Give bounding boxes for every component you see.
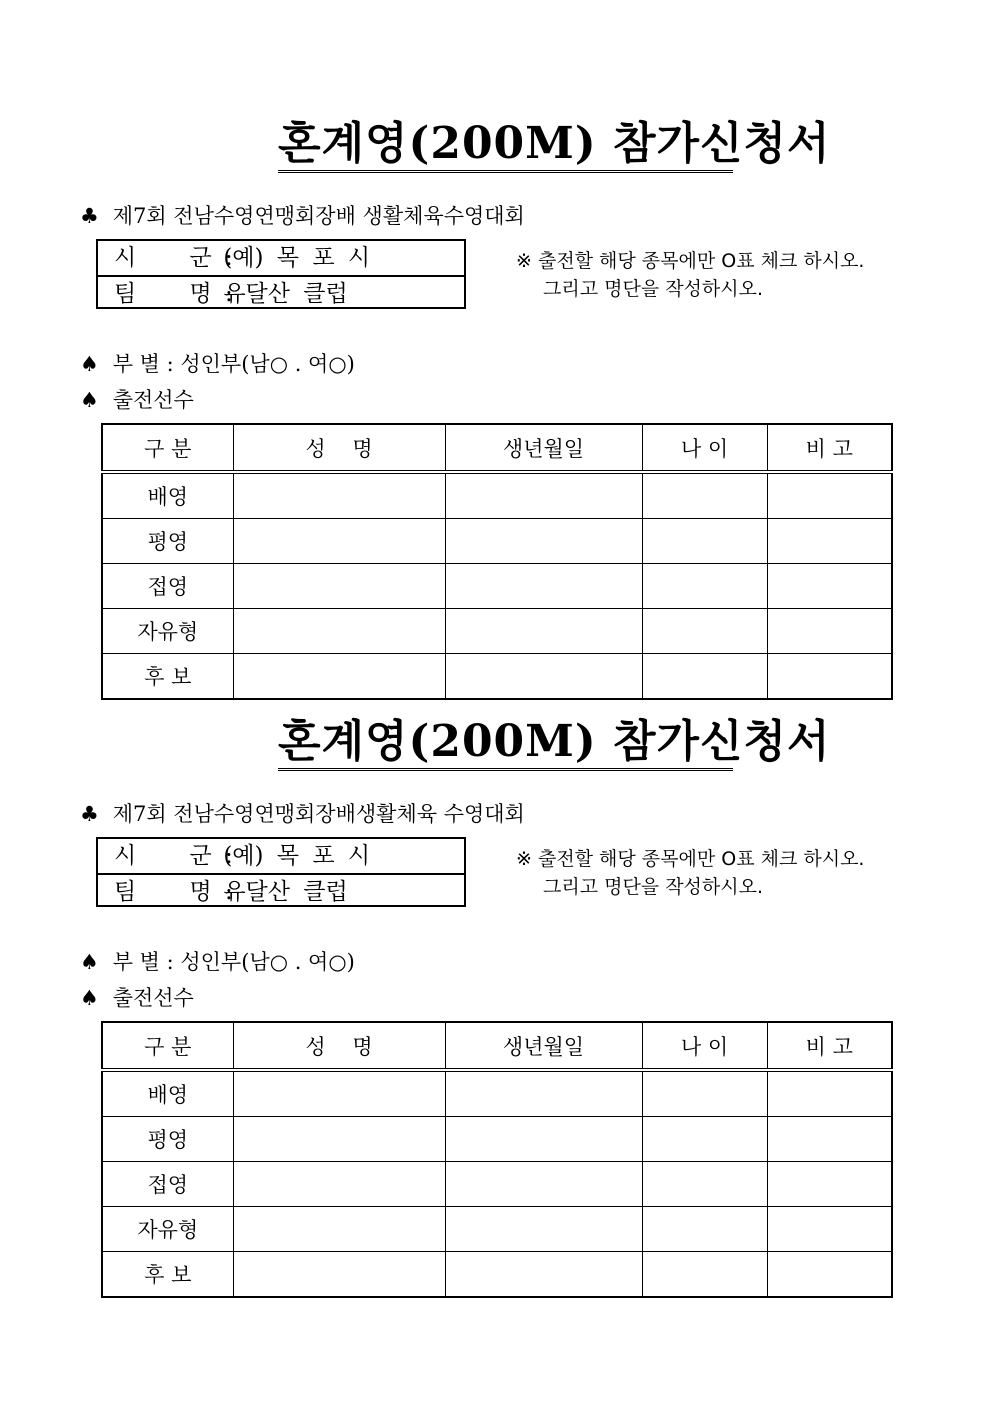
players-line [80, 982, 194, 1012]
note-line-1: ※ 출전할 해당 종목에만 O표 체크 하시오. [516, 250, 865, 272]
name-cell[interactable] [233, 472, 445, 519]
birthdate-cell[interactable] [445, 1070, 642, 1117]
city-value[interactable]: (예) 목 포 시 [223, 843, 371, 869]
name-cell[interactable] [233, 1117, 445, 1162]
remarks-cell[interactable] [767, 654, 892, 700]
spade-icon: ♠ [80, 986, 99, 1010]
remarks-cell[interactable] [767, 519, 892, 564]
team-value[interactable]: 유달산 클럽 [223, 281, 348, 307]
remarks-cell[interactable] [767, 609, 892, 654]
age-cell[interactable] [642, 1117, 767, 1162]
players-heading: 출전선수 [112, 388, 194, 412]
remarks-cell[interactable] [767, 1117, 892, 1162]
header-category: 구 분 [102, 424, 233, 472]
remarks-cell[interactable] [767, 1252, 892, 1298]
stroke-label: 접영 [102, 1162, 233, 1207]
birthdate-cell[interactable] [445, 1117, 642, 1162]
event-line [80, 200, 525, 230]
remarks-cell[interactable] [767, 1207, 892, 1252]
division-text[interactable]: 부 별 : 성인부(남○ . 여○) [112, 352, 355, 376]
name-cell[interactable] [233, 1252, 445, 1298]
table-row [102, 519, 892, 564]
division-line [80, 946, 355, 976]
age-cell[interactable] [642, 1207, 767, 1252]
birthdate-cell[interactable] [445, 609, 642, 654]
header-birthdate: 생년월일 [445, 424, 642, 472]
header-age: 나 이 [642, 424, 767, 472]
name-cell[interactable] [233, 609, 445, 654]
team-label: 팀 명 : [114, 281, 233, 307]
info-row-team [98, 275, 464, 309]
table-row [102, 1117, 892, 1162]
age-cell[interactable] [642, 472, 767, 519]
team-label: 팀 명 : [114, 879, 233, 905]
name-cell[interactable] [233, 1207, 445, 1252]
event-name: 제7회 전남수영연맹회장배 생활체육수영대회 [112, 204, 525, 228]
info-row-city [98, 839, 464, 873]
event-name: 제7회 전남수영연맹회장배생활체육 수영대회 [112, 802, 525, 826]
header-remarks: 비 고 [767, 424, 892, 472]
header-remarks: 비 고 [767, 1022, 892, 1070]
event-line [80, 798, 525, 828]
birthdate-cell[interactable] [445, 1162, 642, 1207]
table-row [102, 1070, 892, 1117]
name-cell[interactable] [233, 519, 445, 564]
instruction-note [516, 247, 864, 303]
stroke-label: 평영 [102, 1117, 233, 1162]
roster-table [101, 423, 893, 700]
stroke-label: 자유형 [102, 609, 233, 654]
age-cell[interactable] [642, 519, 767, 564]
birthdate-cell[interactable] [445, 1207, 642, 1252]
form-title: 혼계영(200M) 참가신청서 [278, 716, 733, 771]
remarks-cell[interactable] [767, 1070, 892, 1117]
age-cell[interactable] [642, 609, 767, 654]
remarks-cell[interactable] [767, 564, 892, 609]
age-cell[interactable] [642, 564, 767, 609]
stroke-label: 평영 [102, 519, 233, 564]
birthdate-cell[interactable] [445, 654, 642, 700]
birthdate-cell[interactable] [445, 1252, 642, 1298]
instruction-note [516, 845, 864, 901]
table-row [102, 1252, 892, 1298]
table-row [102, 609, 892, 654]
players-line [80, 384, 194, 414]
form-title: 혼계영(200M) 참가신청서 [278, 118, 733, 173]
stroke-label: 후 보 [102, 654, 233, 700]
info-row-city [98, 241, 464, 275]
stroke-label: 후 보 [102, 1252, 233, 1298]
table-row [102, 1162, 892, 1207]
age-cell[interactable] [642, 1070, 767, 1117]
stroke-label: 자유형 [102, 1207, 233, 1252]
spade-icon: ♠ [80, 352, 99, 376]
stroke-label: 배영 [102, 472, 233, 519]
club-icon: ♣ [80, 802, 99, 826]
info-row-team [98, 873, 464, 907]
table-row [102, 1207, 892, 1252]
division-text[interactable]: 부 별 : 성인부(남○ . 여○) [112, 950, 355, 974]
name-cell[interactable] [233, 654, 445, 700]
note-line-1: ※ 출전할 해당 종목에만 O표 체크 하시오. [516, 848, 865, 870]
table-header-row [102, 1022, 892, 1070]
club-icon: ♣ [80, 204, 99, 228]
name-cell[interactable] [233, 564, 445, 609]
team-info-box [96, 239, 466, 309]
table-row [102, 564, 892, 609]
birthdate-cell[interactable] [445, 519, 642, 564]
city-label: 시 군 : [114, 245, 233, 271]
spade-icon: ♠ [80, 950, 99, 974]
header-age: 나 이 [642, 1022, 767, 1070]
header-category: 구 분 [102, 1022, 233, 1070]
table-row [102, 472, 892, 519]
spade-icon: ♠ [80, 388, 99, 412]
name-cell[interactable] [233, 1162, 445, 1207]
roster-table [101, 1021, 893, 1298]
table-header-row [102, 424, 892, 472]
header-name: 성 명 [233, 1022, 445, 1070]
division-line [80, 348, 355, 378]
team-info-box [96, 837, 466, 907]
note-line-2: 그리고 명단을 작성하시오. [543, 278, 764, 300]
note-line-2: 그리고 명단을 작성하시오. [543, 876, 764, 898]
header-birthdate: 생년월일 [445, 1022, 642, 1070]
stroke-label: 배영 [102, 1070, 233, 1117]
city-label: 시 군 : [114, 843, 233, 869]
age-cell[interactable] [642, 1162, 767, 1207]
name-cell[interactable] [233, 1070, 445, 1117]
age-cell[interactable] [642, 1252, 767, 1298]
birthdate-cell[interactable] [445, 472, 642, 519]
birthdate-cell[interactable] [445, 564, 642, 609]
players-heading: 출전선수 [112, 986, 194, 1010]
age-cell[interactable] [642, 654, 767, 700]
table-row [102, 654, 892, 700]
header-name: 성 명 [233, 424, 445, 472]
stroke-label: 접영 [102, 564, 233, 609]
city-value[interactable]: (예) 목 포 시 [223, 245, 371, 271]
remarks-cell[interactable] [767, 1162, 892, 1207]
team-value[interactable]: 유달산 클럽 [223, 879, 348, 905]
remarks-cell[interactable] [767, 472, 892, 519]
